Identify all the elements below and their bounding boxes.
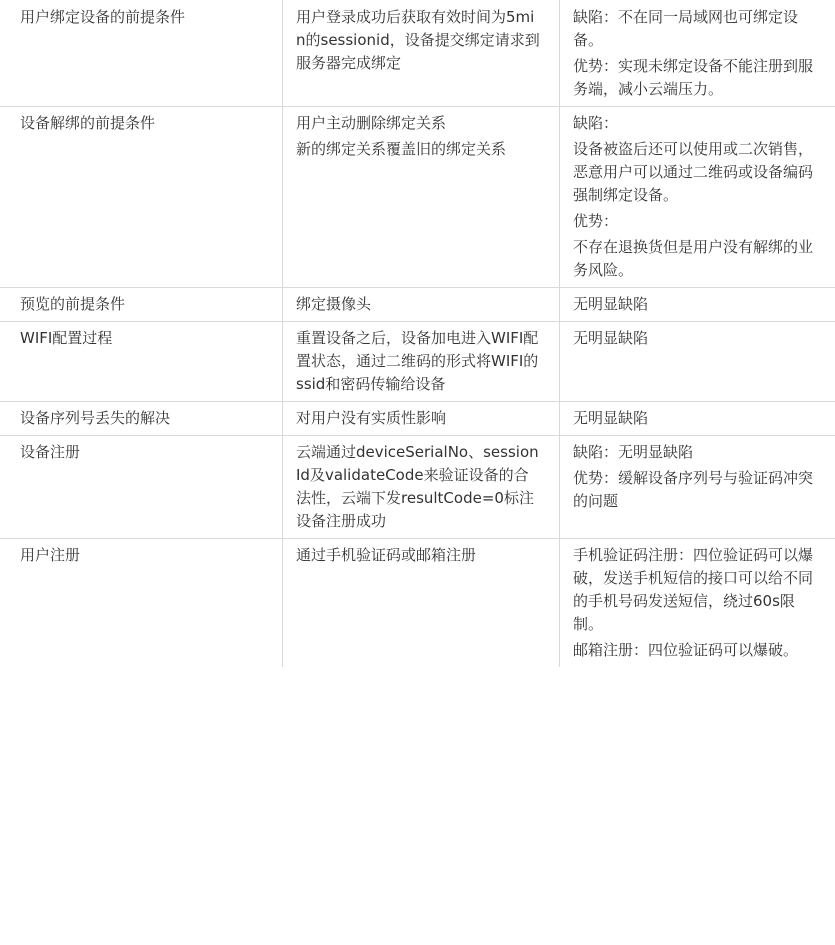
process-cell (283, 1, 560, 107)
assessment-text: 无明显缺陷 (573, 329, 649, 347)
row-label-cell (1, 288, 283, 322)
process-text: 新的绑定关系覆盖旧的绑定关系 (296, 140, 507, 158)
assessment-text: 不存在退换货但是用户没有解绑的业务风险。 (573, 238, 814, 279)
table-row (1, 322, 835, 402)
row-label: 用户注册 (20, 546, 81, 564)
assessment-cell (560, 288, 835, 322)
row-label-cell (1, 107, 283, 288)
row-label-cell (1, 322, 283, 402)
table-row (1, 1, 835, 107)
process-text: 用户主动删除绑定关系 (296, 114, 447, 132)
process-cell (283, 539, 560, 668)
table-row (1, 402, 835, 436)
assessment-cell (560, 322, 835, 402)
row-label-cell (1, 539, 283, 668)
row-label-cell (1, 402, 283, 436)
assessment-text: 优势： (573, 212, 619, 230)
table-row (1, 288, 835, 322)
assessment-text: 设备被盗后还可以使用或二次销售，恶意用户可以通过二维码或设备编码强制绑定设备。 (573, 140, 814, 204)
assessment-text: 无明显缺陷 (573, 409, 649, 427)
row-label: 用户绑定设备的前提条件 (20, 8, 186, 26)
process-text: 云端通过deviceSerialNo、sessionId及validateCode来验证设备的合法性，云端下发resultCode=0标注设备注册成功 (296, 443, 539, 530)
process-cell (283, 436, 560, 539)
table-row (1, 107, 835, 288)
assessment-cell (560, 539, 835, 668)
row-label: 设备解绑的前提条件 (20, 114, 156, 132)
assessment-text: 缺陷：不在同一局域网也可绑定设备。 (573, 8, 799, 49)
row-label-cell (1, 1, 283, 107)
table-row (1, 436, 835, 539)
process-cell (283, 402, 560, 436)
assessment-text: 缺陷：无明显缺陷 (573, 443, 694, 461)
assessment-text: 缺陷： (573, 114, 619, 132)
row-label-cell (1, 436, 283, 539)
assessment-cell (560, 436, 835, 539)
row-label: 设备注册 (20, 443, 81, 461)
assessment-text: 优势：缓解设备序列号与验证码冲突的问题 (573, 469, 814, 510)
assessment-text: 手机验证码注册：四位验证码可以爆破，发送手机短信的接口可以给不同的手机号码发送短信，绕过60s限制。 (573, 546, 814, 633)
assessment-text: 无明显缺陷 (573, 295, 649, 313)
assessment-cell (560, 402, 835, 436)
table-row (1, 539, 835, 668)
process-text: 重置设备之后，设备加电进入WIFI配置状态，通过二维码的形式将WIFI的ssid和密码传输给设备 (296, 329, 539, 393)
process-text: 用户登录成功后获取有效时间为5min的sessionid，设备提交绑定请求到服务器完成绑定 (296, 8, 540, 72)
process-cell (283, 322, 560, 402)
process-cell (283, 107, 560, 288)
assessment-text: 邮箱注册：四位验证码可以爆破。 (573, 641, 799, 659)
row-label: 预览的前提条件 (20, 295, 126, 313)
row-label: WIFI配置过程 (20, 329, 113, 347)
assessment-cell (560, 1, 835, 107)
assessment-cell (560, 107, 835, 288)
process-text: 绑定摄像头 (296, 295, 372, 313)
row-label: 设备序列号丢失的解决 (20, 409, 171, 427)
assessment-text: 优势：实现未绑定设备不能注册到服务端，减小云端压力。 (573, 57, 814, 98)
process-cell (283, 288, 560, 322)
process-text: 对用户没有实质性影响 (296, 409, 447, 427)
process-text: 通过手机验证码或邮箱注册 (296, 546, 477, 564)
